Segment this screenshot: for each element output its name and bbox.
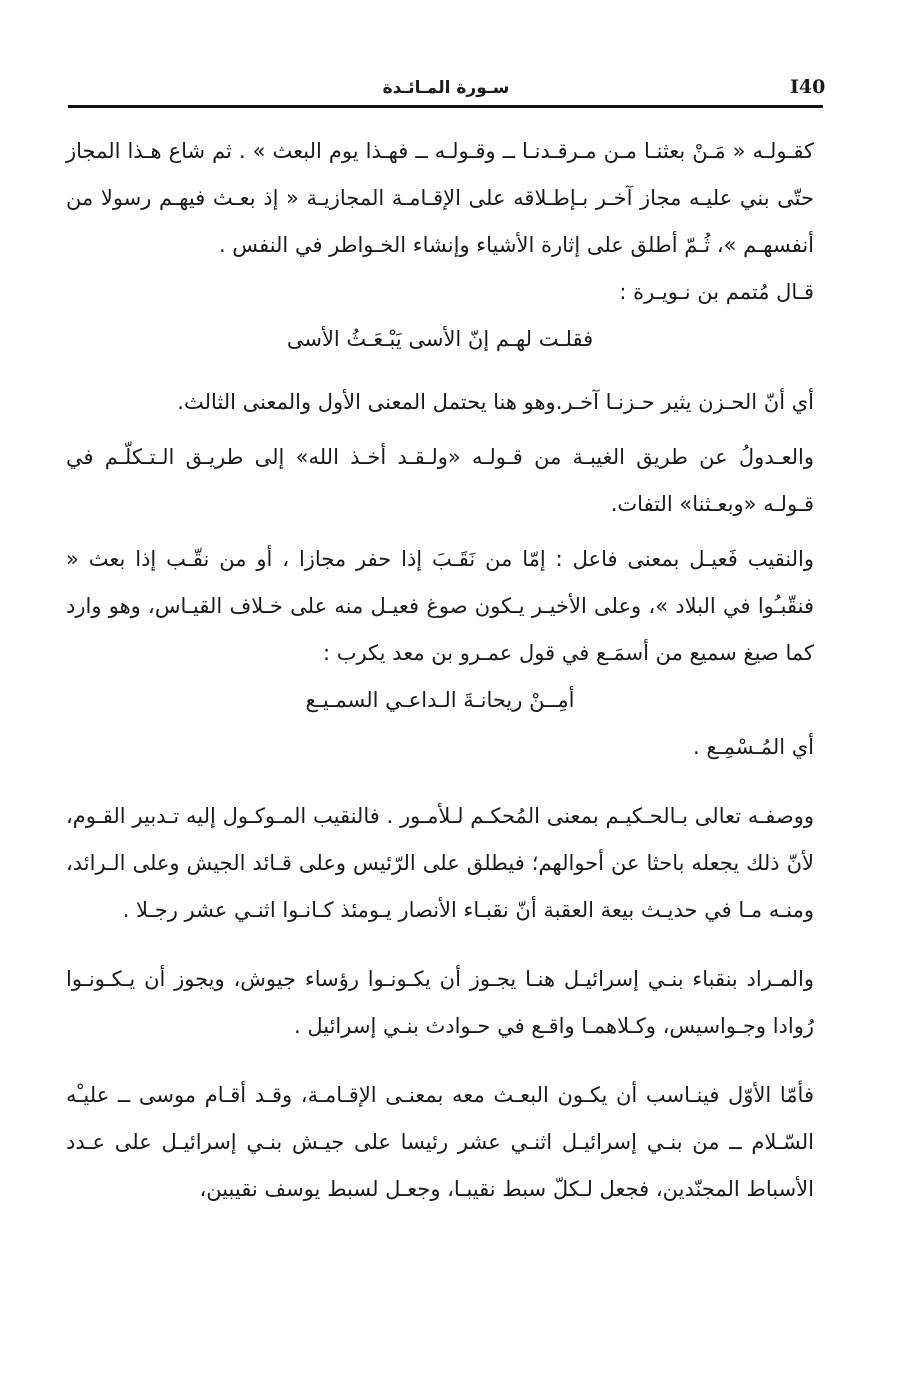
paragraph-naqib: والنقيب فَعيـل بمعنى فاعل : إمّا من نَقَـبَ إذا حفر مجازا ، أو من نقّـب إذا بعث « فنقّبـُوا في البلاد »، وعلى الأخيـر يـكون صوغ فعيـل منه على خـلاف القيـاس، وهو وارد كما صيغ سميع من أسمَـع في قول عمـرو بن معد يكرب :: [66, 547, 814, 665]
paragraph-ba-th: كقـولـه « مَـنْ بعثنـا مـن مـرقـدنـا ــ وقـولـه ــ فهـذا يوم البعث » . ثم شاع هـذا المجاز حتّى بني عليـه مجاز آخـر بـإطـلاقه على الإقـامـة المجازيـة « إذ بعـث فيهـم رسولا من أنفسهـم »، ثُـمّ أطلق على إثارة الأشياء وإنشاء الخـواطر في النفس .: [66, 139, 814, 257]
paragraph-huzn: أي أنّ الحـزن يثير حـزنـا آخـر.وهو هنا يحتمل المعنى الأول والمعنى الثالث.: [177, 390, 814, 414]
poetry-verse-2: أمِــنْ ريحانـةَ الـداعـي السمـيـع: [305, 688, 575, 712]
header-rule: [68, 105, 823, 108]
gloss-musmi: أي المُـسْمِـع .: [692, 735, 814, 759]
running-title: سـورة المـائـدة: [382, 78, 510, 98]
page-body: [66, 128, 814, 1213]
poetry-verse-1: فقلـت لهـم إنّ الأسى يَبْـعَـثُ الأسى: [286, 327, 594, 351]
paragraph-awwal: فأمّا الأوّل فينـاسب أن يكـون البعـث معه بمعنـى الإقـامـة، وقـد أقـام موسى ــ عليـْه السّـلام ــ من بنـي إسرائيـل اثنـي عشر رئيسا على جيـش بنـي إسرائيـل على عـدد الأسباط المجنّدين، فجعل لـكلّ سبط نقيبـا، وجعـل لسبط يوسف نقيبين،: [66, 1083, 814, 1201]
page-number: I40: [790, 76, 826, 98]
paragraph-hakim: ووصفـه تعالى بـالحـكيـم بمعنى المُحكـم لـلأمـور . فالنقيب المـوكـول إليه تـدبير القـوم، لأنّ ذلك يجعله باحثا عن أحوالهم؛ فيطلق على الرّئيس وعلى قـائد الجيش وعلى الـرائد، ومنـه مـا في حديـث بيعة العقبة أنّ نقبـاء الأنصار يـومئذ كـانـوا اثنـي عشر رجـلا .: [66, 804, 814, 922]
paragraph-nuqaba: والمـراد بنقباء بنـي إسرائيـل هنـا يجـوز أن يكـونـوا رؤساء جيوش، ويجوز أن يـكـونـوا رُوادا وجـواسيس، وكـلاهمـا واقـع في حـوادث بنـي إسرائيل .: [66, 967, 814, 1038]
paragraph-iltifat: والعـدولُ عن طريق الغيبـة من قـولـه «ولـقـد أخـذ الله» إلى طريـق الـتـكلّـم في قـولـه «وبعـثنا» التفات.: [66, 445, 814, 516]
poet-attribution: قـال مُتمم بن نـويـرة :: [619, 280, 814, 304]
page-header: [70, 70, 826, 106]
